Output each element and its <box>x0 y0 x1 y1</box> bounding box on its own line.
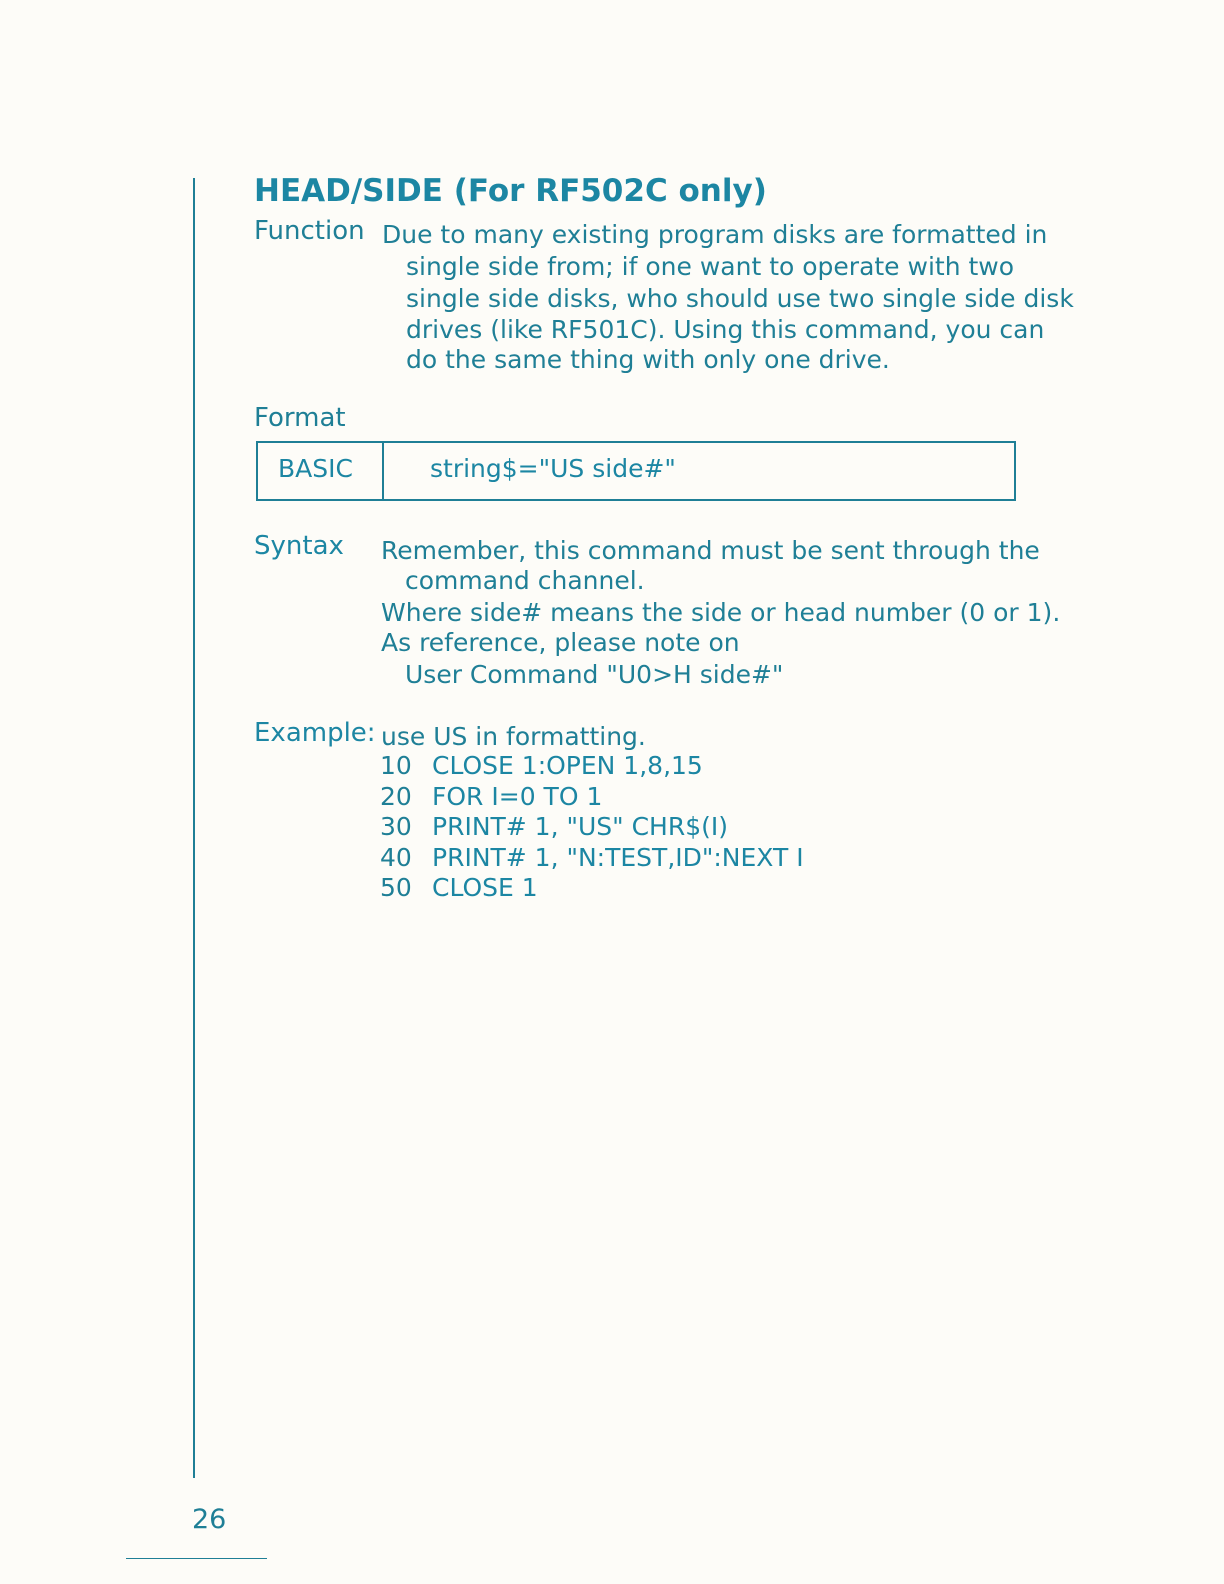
code-line <box>380 751 703 780</box>
code-line-number: 40 <box>380 843 412 872</box>
format-syntax: string$="US side#" <box>430 454 676 483</box>
syntax-line-5: User Command "U0>H side#" <box>405 660 784 689</box>
code-line <box>380 873 538 902</box>
function-line-3: single side disks, who should use two single side disk <box>406 284 1074 313</box>
function-line-4: drives (like RF501C). Using this command, you can <box>406 315 1045 344</box>
function-line-2: single side from; if one want to operate with two <box>406 252 1015 281</box>
format-label: Format <box>254 403 346 433</box>
syntax-line-1: Remember, this command must be sent through the <box>381 536 1040 565</box>
format-language: BASIC <box>278 454 353 483</box>
syntax-label: Syntax <box>254 531 344 561</box>
format-divider <box>382 443 384 499</box>
function-line-5: do the same thing with only one drive. <box>406 345 890 374</box>
code-line-number: 50 <box>380 873 412 902</box>
code-line <box>380 782 602 811</box>
function-line-1: Due to many existing program disks are formatted in <box>382 220 1048 249</box>
code-line-number: 10 <box>380 751 412 780</box>
syntax-line-3: Where side# means the side or head number (0 or 1). <box>381 598 1061 627</box>
margin-rule <box>193 178 195 1478</box>
code-line <box>380 843 804 872</box>
code-line-statement: FOR I=0 TO 1 <box>432 782 603 811</box>
example-label: Example: <box>254 718 376 748</box>
code-line-number: 30 <box>380 812 412 841</box>
page-number: 26 <box>192 1504 227 1535</box>
syntax-line-4: As reference, please note on <box>381 628 740 657</box>
code-line <box>380 812 728 841</box>
code-line-statement: PRINT# 1, "N:TEST,ID":NEXT I <box>432 843 804 872</box>
bottom-rule <box>126 1558 267 1559</box>
section-title: HEAD/SIDE (For RF502C only) <box>254 173 767 209</box>
format-box <box>256 441 1016 501</box>
example-intro: use US in formatting. <box>381 722 646 751</box>
syntax-line-2: command channel. <box>405 566 645 595</box>
code-line-statement: PRINT# 1, "US" CHR$(I) <box>432 812 729 841</box>
code-line-statement: CLOSE 1:OPEN 1,8,15 <box>432 751 703 780</box>
code-line-statement: CLOSE 1 <box>432 873 538 902</box>
code-line-number: 20 <box>380 782 412 811</box>
function-label: Function <box>254 216 365 246</box>
